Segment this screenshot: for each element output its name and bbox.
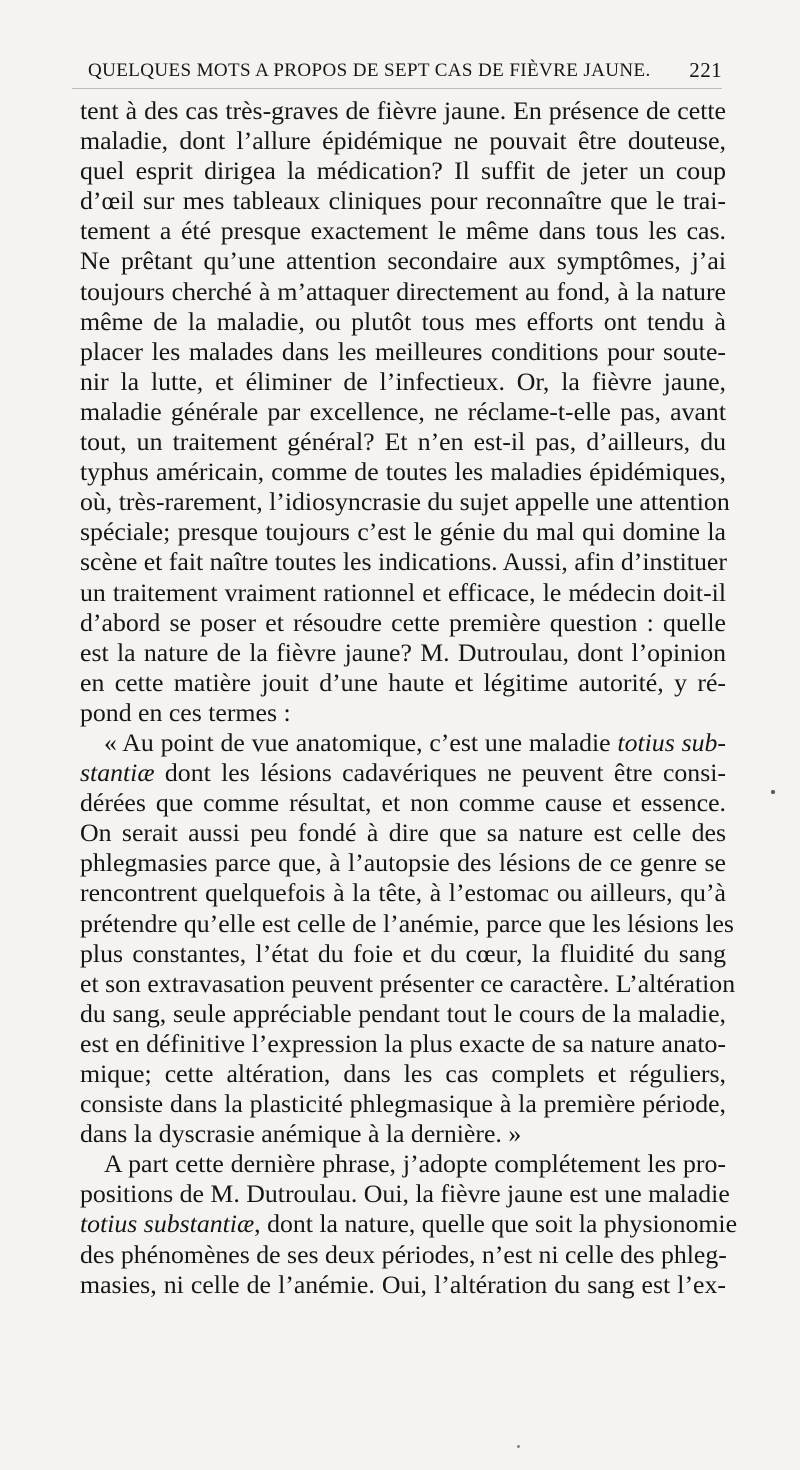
text-line: [80, 547, 726, 577]
text-line: [80, 728, 726, 758]
text-line: [80, 246, 726, 276]
italic-phrase: stantiæ: [80, 758, 155, 788]
margin-mark: [771, 790, 775, 794]
page-number: 221: [689, 58, 722, 82]
text-line: [80, 1209, 738, 1239]
text-line: [80, 908, 734, 939]
line-text: Ne prêtant qu’une attention secondaire aux symptômes, j’ai: [80, 246, 726, 276]
body-text: [80, 96, 738, 1300]
text-line: [80, 1029, 726, 1059]
text-line: [80, 668, 726, 698]
text-line: [80, 1089, 726, 1119]
line-text: , dont la nature, quelle que soit la physionomie: [254, 1209, 738, 1239]
text-line: [80, 186, 726, 216]
text-line: [80, 968, 736, 999]
text-line: [80, 156, 726, 186]
text-line: [80, 1179, 730, 1209]
line-text: placer les malades dans les meilleures conditions pour soute-: [80, 336, 726, 366]
line-text: du sang, seule appréciable pendant tout le cours de la maladie,: [80, 998, 726, 1028]
text-line: [80, 96, 726, 126]
line-text: dont les lésions cadavériques ne peuvent être consi-: [154, 758, 726, 788]
line-text: des phénomènes de ses deux périodes, n’est ni celle des phleg-: [80, 1239, 727, 1269]
text-line: [80, 397, 726, 427]
text-line: [80, 337, 726, 367]
text-line: [80, 1149, 726, 1179]
line-text: prétendre qu’elle est celle de l’anémie, parce que les lésions les: [80, 908, 734, 938]
line-text: typhus américain, comme de toutes les maladies épidémiques,: [80, 457, 726, 487]
line-text: d’œil sur mes tableaux cliniques pour reconnaître que le trai-: [80, 186, 726, 216]
line-text: On serait aussi peu fondé à dire que sa nature est celle des: [80, 818, 726, 848]
text-line: [80, 277, 726, 307]
line-text: positions de M. Dutroulau. Oui, la fièvre jaune est une maladie: [80, 1179, 730, 1209]
line-text: quel esprit dirigea la médication? Il suffit de jeter un coup: [80, 156, 726, 186]
line-text: mique; cette altération, dans les cas complets et réguliers,: [80, 1059, 726, 1088]
text-line: [80, 939, 726, 969]
line-text: maladie générale par excellence, ne réclame-t-elle pas, avant: [80, 396, 726, 426]
text-line: [80, 1270, 726, 1300]
text-line: [80, 698, 726, 728]
line-text: dérées que comme résultat, et non comme cause et essence.: [80, 788, 726, 818]
line-text: tent à des cas très-graves de fièvre jaune. En présence de cette: [80, 96, 726, 125]
text-line: [80, 457, 726, 487]
line-text: tout, un traitement général? Et n’en est-il pas, d’ailleurs, du: [80, 427, 726, 457]
line-text: même de la maladie, ou plutôt tous mes efforts ont tendu à: [80, 306, 726, 336]
text-line: [80, 638, 726, 668]
italic-phrase: totius sub-: [617, 727, 726, 757]
ink-speck: [517, 1445, 520, 1448]
line-text: « Au point de vue anatomique, c’est une maladie: [104, 727, 618, 757]
text-line: [80, 788, 726, 818]
line-text: est en définitive l’expression la plus exacte de sa nature anato-: [80, 1028, 726, 1058]
line-text: phlegmasies parce que, à l’autopsie des lésions de ce genre se: [80, 848, 726, 878]
text-line: [80, 367, 726, 397]
text-line: [80, 487, 730, 517]
text-line: [80, 1240, 726, 1270]
italic-phrase: totius substantiæ: [80, 1209, 255, 1239]
line-text: d’abord se poser et résoudre cette première question : quelle: [80, 607, 726, 637]
text-line: [80, 608, 726, 638]
text-line: [80, 517, 726, 547]
line-text: spéciale; presque toujours c’est le génie du mal qui domine la: [80, 517, 726, 547]
line-text: pond en ces termes :: [80, 697, 291, 727]
text-line: [80, 578, 726, 608]
line-text: où, très-rarement, l’idiosyncrasie du sujet appelle une attention: [80, 487, 730, 517]
line-text: consiste dans la plasticité phlegmasique à la première période,: [80, 1089, 726, 1119]
line-text: rencontrent quelquefois à la tête, à l’estomac ou ailleurs, qu’à: [80, 878, 726, 908]
line-text: en cette matière jouit d’une haute et légitime autorité, y ré-: [80, 667, 726, 697]
text-line: [80, 1119, 726, 1149]
text-line: [80, 1059, 726, 1089]
text-line: [80, 848, 726, 878]
text-line: [80, 126, 726, 156]
line-text: maladie, dont l’allure épidémique ne pouvait être douteuse,: [80, 126, 726, 156]
text-line: [80, 818, 726, 848]
text-line: [80, 307, 726, 337]
line-text: plus constantes, l’état du foie et du cœur, la fluidité du sang: [80, 938, 726, 968]
line-text: dans la dyscrasie anémique à la dernière. »: [80, 1119, 522, 1149]
line-text: A part cette dernière phrase, j’adopte complétement les pro-: [104, 1149, 726, 1179]
line-text: tement a été presque exactement le même dans tous les cas.: [80, 216, 726, 246]
text-line: [80, 999, 726, 1029]
line-text: un traitement vraiment rationnel et efficace, le médecin doit-il: [80, 577, 726, 607]
line-text: masies, ni celle de l’anémie. Oui, l’altération du sang est l’ex-: [80, 1269, 726, 1299]
line-text: toujours cherché à m’attaquer directement au fond, à la nature: [80, 276, 726, 306]
text-line: [80, 758, 726, 788]
line-text: nir la lutte, et éliminer de l’infectieux. Or, la fièvre jaune,: [80, 366, 726, 396]
line-text: scène et fait naître toutes les indications. Aussi, afin d’instituer: [80, 547, 727, 577]
line-text: est la nature de la fièvre jaune? M. Dutroulau, dont l’opinion: [80, 637, 726, 667]
text-line: [80, 216, 726, 246]
running-head: [72, 56, 722, 89]
line-text: et son extravasation peuvent présenter ce caractère. L’altération: [80, 968, 736, 998]
text-line: [80, 878, 726, 908]
running-title: QUELQUES MOTS A PROPOS DE SEPT CAS DE FIÈVRE JAUNE.: [88, 60, 651, 81]
text-line: [80, 427, 726, 457]
